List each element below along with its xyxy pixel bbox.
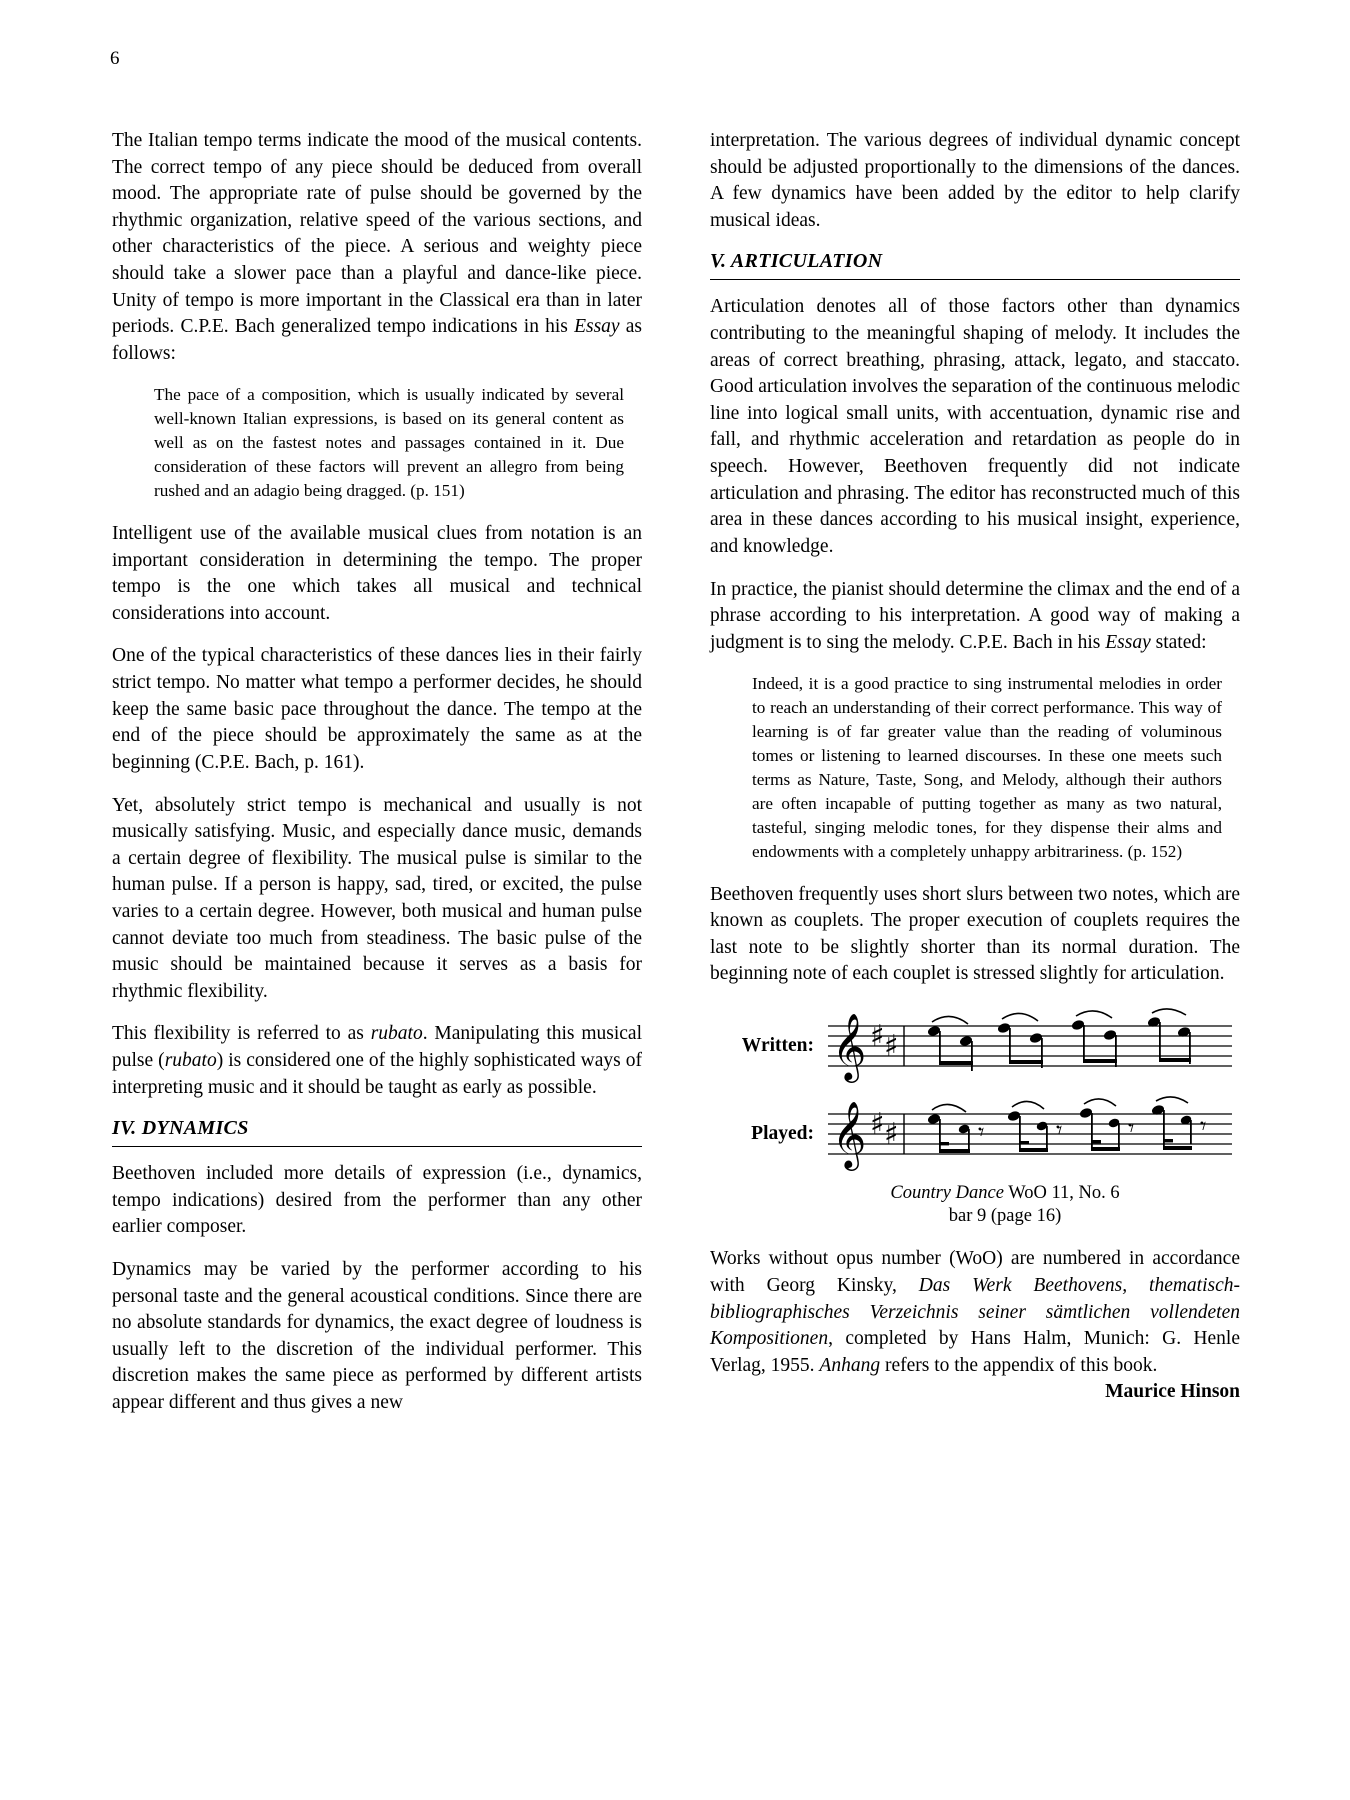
italic-essay-title: Essay <box>574 316 620 338</box>
sharp-icon-1: ♯ <box>870 1019 885 1055</box>
slur-1 <box>932 1017 968 1025</box>
practice-part2: stated: <box>1150 631 1207 653</box>
paragraph-articulation-definition: Articulation denotes all of those factors other than dynamics contributing to the meaningful shaping of melody. It includes the areas of correct breathing, phrasing, attack, legato, and staccato. Good articulation involves the separation of the continuous melodic line into logical small units, with accentuation, dynamic rise and fall, and rhythmic acceleration and retardation as people do in speech. However, Beethoven frequently did not indicate articulation and phrasing. The editor has reconstructed much of this area in these dances according to his musical insight, experience, and knowledge. <box>710 296 1240 557</box>
sharp-icon-1: ♯ <box>870 1107 885 1143</box>
slur-3 <box>1076 1011 1112 1018</box>
woo-part3: refers to the appendix of this book. <box>880 1354 1158 1376</box>
practice-part1: In practice, the pianist should determine the climax and the end of a phrase according to his interpretation. A good way of making a judgment is to sing the melody. C.P.E. Bach in his <box>710 578 1240 653</box>
staff-played <box>828 1092 1232 1176</box>
slur-2 <box>1012 1102 1044 1110</box>
paragraph-tail: as follows: <box>112 316 642 364</box>
italic-essay-title-2: Essay <box>1105 631 1151 653</box>
left-column <box>112 128 642 1417</box>
section-heading-dynamics <box>112 1117 642 1147</box>
slur-4 <box>1156 1097 1188 1103</box>
paragraph-musical-clues: Intelligent use of the available musical clues from notation is an important consideration in determining the tempo. The proper tempo is the one which takes all musical and technical considerations into account. <box>112 523 642 624</box>
paragraph-flexibility: Yet, absolutely strict tempo is mechanical and usually is not musically satisfying. Music, and especially dance music, demands a certain degree of flexibility. The musical pulse is similar to the human pulse. If a person is happy, sad, tired, or excited, the pulse varies to a certain degree. However, both musical and human pulse cannot deviate too much from steadiness. The basic pulse of the music should be maintained because it serves as a basis for rhythmic flexibility. <box>112 794 642 1002</box>
paragraph-strict-tempo: One of the typical characteristics of these dances lies in their fairly strict tempo. No matter what tempo a performer decides, he should keep the same basic pace throughout the dance. The tempo at the end of the piece should be approximately the same as at the beginning (C.P.E. Bach, p. 161). <box>112 645 642 773</box>
woo-part1: Works without opus number (WoO) are numbered in accordance with Georg Kinsky, <box>710 1248 1240 1296</box>
italic-kinsky-title: Das Werk Beethovens, thematisch-bibliographisches Verzeichnis seiner sämtlichen vollendeten Kompositionen <box>710 1274 1240 1350</box>
slur-3 <box>1084 1099 1116 1106</box>
paragraph-interpretation-carryover: interpretation. The various degrees of individual dynamic concept should be adjusted proportionally to the dimensions of the dances. A few dynamics have been added by the editor to help clarify musical ideas. <box>710 130 1240 231</box>
music-row-played <box>710 1092 1240 1176</box>
rubato-part1: This flexibility is referred to as <box>112 1023 371 1045</box>
rubato-part3: ) is considered one of the highly sophisticated ways of interpreting music and it should be taught as early as possible. <box>112 1049 643 1098</box>
two-column-body <box>112 128 1240 1417</box>
paragraph-beethoven-expression: Beethoven included more details of expression (i.e., dynamics, tempo indications) desired from the performer than any other earlier composer. <box>112 1163 642 1238</box>
sharp-icon-2: ♯ <box>884 1029 899 1065</box>
woo-part2: , completed by Hans Halm, Munich: G. Henle Verlag, 1955. <box>710 1328 1240 1376</box>
rubato-part2: . Manipulating this musical pulse ( <box>112 1023 642 1071</box>
blockquote-cpe-bach-pace: The pace of a composition, which is usually indicated by several well-known Italian expressions, is based on its general content as well as on the fastest notes and passages contained in it. Due consideration of these factors will prevent an allegro from being rushed and an adagio being dragged. (p. 151) <box>154 385 624 501</box>
paragraph-text: The Italian tempo terms indicate the mood of the musical contents. The correct tempo of any piece should be deduced from overall mood. The appropriate rate of pulse should be governed by the rhythmic organization, relative speed of the various sections, and other characteristics of the piece. A serious and weighty piece should take a slower pace than a playful and dance-like piece. Unity of tempo is more important in the Classical era than in later periods. C.P.E. Bach generalized tempo indications in his <box>112 130 642 338</box>
blockquote-cpe-bach-singing: Indeed, it is a good practice to sing instrumental melodies in order to reach an understanding of their correct performance. This way of learning is of far greater value than the reading of voluminous tomes or listening to learned discourses. In these one meets such terms as Nature, Taste, Song, and Melody, although their authors are often incapable of putting together as many as two natural, tasteful, singing melodic tones, for they dispense their alms and endowments with a completely unhappy arbitrariness. (p. 152) <box>752 674 1222 861</box>
rest-icon-3: 𝄾 <box>1128 1114 1135 1143</box>
paragraph-rubato <box>112 1021 642 1101</box>
rest-icon-1: 𝄾 <box>978 1118 985 1147</box>
staff-written <box>828 1004 1232 1088</box>
page-number: 6 <box>110 48 120 69</box>
paragraph-tempo-terms <box>112 128 642 367</box>
slur-2 <box>1002 1014 1038 1022</box>
slur-1 <box>932 1105 966 1113</box>
music-example <box>710 1004 1240 1228</box>
paragraph-couplets: Beethoven frequently uses short slurs between two notes, which are known as couplets. The proper execution of couplets requires the last note to be slightly shorter than its normal duration. The beginning note of each couplet is stressed slightly for articulation. <box>710 883 1240 985</box>
staff-written-notation <box>828 1004 1232 1088</box>
rest-icon-4: 𝄾 <box>1200 1112 1207 1141</box>
staff-played-notation <box>828 1092 1232 1176</box>
author-signature: Maurice Hinson <box>1105 1381 1240 1403</box>
slur-4 <box>1152 1009 1186 1015</box>
music-row-written <box>710 1004 1240 1088</box>
italic-rubato-2: rubato <box>164 1049 217 1071</box>
label-played: Played: <box>751 1123 814 1145</box>
paragraph-woo-note <box>710 1246 1240 1403</box>
paragraph-dynamics-variation: Dynamics may be varied by the performer according to his personal taste and the general acoustical conditions. Since there are no absolute standards for dynamics, the exact degree of loudness is usually left to the discretion of the individual performer. This discretion makes the same piece as performed by different artists appear different and thus gives a new <box>112 1259 642 1414</box>
paragraph-in-practice <box>710 577 1240 657</box>
treble-clef-icon: 𝄞 <box>832 1100 867 1169</box>
label-written: Written: <box>741 1035 814 1057</box>
music-example-caption <box>710 1182 1240 1228</box>
sharp-icon-2: ♯ <box>884 1117 899 1153</box>
section-heading-text: IV. DYNAMICS <box>112 1117 249 1140</box>
caption-work-title: Country Dance <box>890 1183 1004 1204</box>
caption-bar-reference: bar 9 (page 16) <box>948 1206 1062 1227</box>
section-heading-articulation <box>710 250 1240 280</box>
section-heading-text: V. ARTICULATION <box>710 250 883 273</box>
treble-clef-icon: 𝄞 <box>832 1012 867 1081</box>
rest-icon-2: 𝄾 <box>1056 1116 1063 1145</box>
italic-anhang: Anhang <box>819 1354 881 1376</box>
caption-work-number: WoO 11, No. 6 <box>1003 1183 1120 1204</box>
italic-rubato-1: rubato <box>370 1023 423 1045</box>
right-column <box>710 128 1240 1417</box>
